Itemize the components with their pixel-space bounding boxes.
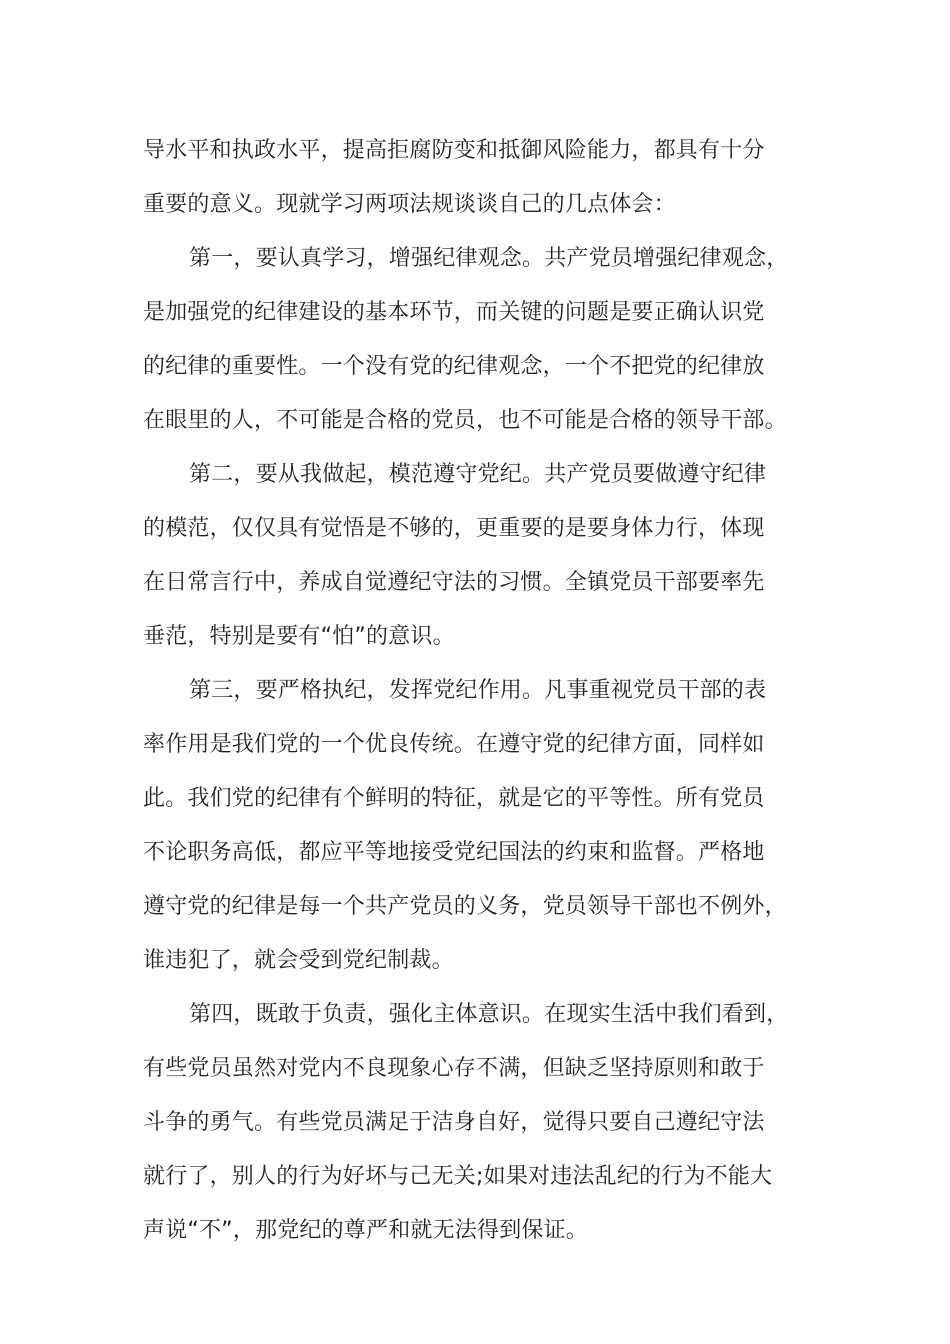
paragraph-first-line: 第二，要从我做起，模范遵守党纪。共产党员要做遵守纪律 [189,462,767,487]
text-line: 声说“不”，那党纪的尊严和就无法得到保证。 [143,1218,588,1243]
text-line: 谁违犯了，就会受到党纪制裁。 [143,948,454,973]
text-line: 是加强党的纪律建设的基本环节，而关键的问题是要正确认识党 [143,300,765,325]
text-line: 率作用是我们党的一个优良传统。在遵守党的纪律方面，同样如 [143,732,765,757]
text-line: 斗争的勇气。有些党员满足于洁身自好，觉得只要自己遵纪守法 [143,1110,765,1135]
paragraph-first-line: 第一，要认真学习，增强纪律观念。共产党员增强纪律观念， [189,246,789,271]
text-line: 在日常言行中，养成自觉遵纪守法的习惯。全镇党员干部要率先 [143,570,765,595]
paragraph-first-line: 第三，要严格执纪，发挥党纪作用。凡事重视党员干部的表 [189,678,767,703]
text-line: 的模范，仅仅具有觉悟是不够的，更重要的是要身体力行，体现 [143,516,765,541]
text-line: 有些党员虽然对党内不良现象心存不满，但缺乏坚持原则和敢于 [143,1056,765,1081]
text-line: 就行了，别人的行为好坏与己无关;如果对违法乱纪的行为不能大 [143,1164,773,1189]
text-line: 垂范，特别是要有“怕”的意识。 [143,624,455,649]
text-line: 在眼里的人，不可能是合格的党员，也不可能是合格的领导干部。 [143,408,787,433]
text-line: 遵守党的纪律是每一个共产党员的义务，党员领导干部也不例外， [143,894,787,919]
text-line: 此。我们党的纪律有个鲜明的特征，就是它的平等性。所有党员 [143,786,765,811]
text-line: 重要的意义。现就学习两项法规谈谈自己的几点体会： [143,192,676,217]
text-line: 导水平和执政水平，提高拒腐防变和抵御风险能力，都具有十分 [143,138,765,163]
text-line: 的纪律的重要性。一个没有党的纪律观念，一个不把党的纪律放 [143,354,765,379]
paragraph-first-line: 第四，既敢于负责，强化主体意识。在现实生活中我们看到， [189,1002,789,1027]
text-line: 不论职务高低，都应平等地接受党纪国法的约束和监督。严格地 [143,840,765,865]
body-text [143,124,808,1258]
